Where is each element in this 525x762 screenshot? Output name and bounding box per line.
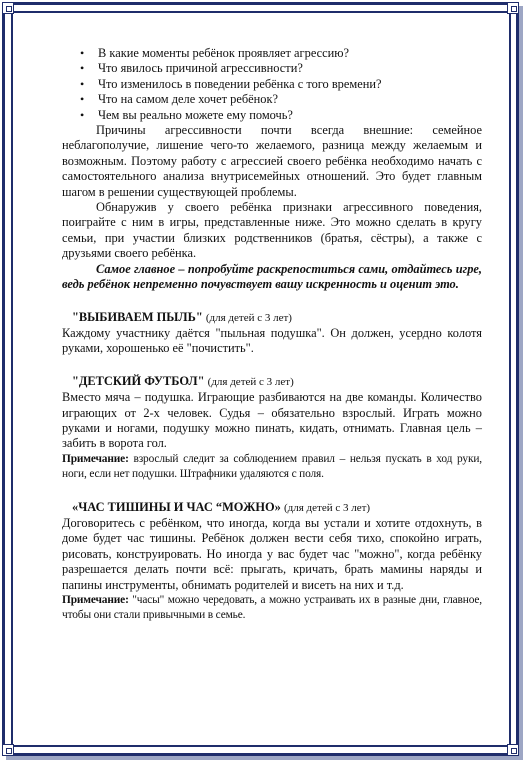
document-body [62,46,482,624]
note-text: взрослый следит за соблюдением правил – нельзя пускать в ход руки, ноги, если нет подушки. Штрафники удаляются с поля. [62,452,482,481]
corner-ornament [2,744,14,756]
list-item [62,61,482,76]
game-title [72,500,482,516]
bullet-icon: • [80,92,85,107]
game-name: "ВЫБИВАЕМ ПЫЛЬ" [72,309,203,324]
frame-shadow-right [519,6,523,758]
question-text: В какие моменты ребёнок проявляет агрессию? [98,46,350,60]
game-description: Договоритесь с ребёнком, что иногда, когда вы устали и хотите отдохнуть, в доме будет час тишины. Ребёнок должен вести себя тихо, спокойно играть, рисовать, конструировать. Но иногда у вас будет час "можно", когда ребёнку разрешается делать почти всё: прыгать, кричать, брать мамины наряды и папины инструменты, обнимать родителей и висеть на них и т.д. [62,515,482,592]
emphasis-paragraph: Самое главное – попробуйте раскрепоститься сами, отдайтесь игре, ведь ребёнок непременно почувствует вашу искренность и оценит это. [62,261,482,292]
game-name: «ЧАС ТИШИНЫ И ЧАС “МОЖНО» [72,499,281,514]
corner-ornament [507,2,519,14]
game-name: "ДЕТСКИЙ ФУТБОЛ" [72,373,205,388]
list-item [62,92,482,107]
game-description: Каждому участнику даётся "пыльная подушка". Он должен, усердно колотя руками, хорошенько её "почистить". [62,325,482,356]
note-label: Примечание: [62,452,129,465]
game-note [62,452,482,483]
game-age: (для детей с 3 лет) [207,375,294,388]
question-text: Чем вы реально можете ему помочь? [98,107,293,122]
game-section [62,500,482,624]
bullet-icon: • [80,107,85,122]
question-text: Что явилось причиной агрессивности? [98,61,303,76]
game-title [72,310,482,326]
bullet-icon: • [80,46,85,60]
game-section [62,374,482,483]
question-list [62,46,482,123]
game-age: (для детей с 3 лет) [283,501,371,514]
paragraph-causes: Причины агрессивности почти всегда внешние: семейное неблагополучие, лишение чего-то желаемого, разница между желаемым и возможным. Поэтому работу с агрессией своего ребёнка необходимо начать с самостоятельного анализа внутрисемейных отношений. Это будет главным шагом в решении существующей проблемы. [62,123,482,199]
list-item [62,46,482,61]
game-title [72,374,482,390]
question-text: Что изменилось в поведении ребёнка с того времени? [98,76,382,91]
game-note [62,593,482,624]
bullet-icon: • [80,76,85,91]
question-text: Что на самом деле хочет ребёнок? [98,92,278,107]
corner-ornament [507,744,519,756]
frame-shadow-bottom [6,756,523,760]
game-section [62,310,482,357]
corner-ornament [2,2,14,14]
game-age: (для детей с 3 лет) [205,311,292,324]
note-label: Примечание: [62,594,129,606]
paragraph-games-intro: Обнаружив у своего ребёнка признаки агрессивного поведения, поиграйте с ним в игры, представленные ниже. Это можно сделать в кругу семьи, при участии близких родственников (братья, сёстры), а также с друзьями своего ребёнка. [62,200,482,261]
bullet-icon: • [80,61,85,76]
list-item [62,108,482,123]
note-text: "часы" можно чередовать, а можно устраивать их в разные дни, главное, чтобы они стали привычными в семье. [62,594,482,622]
list-item [62,77,482,92]
game-description: Вместо мяча – подушка. Играющие разбиваются на две команды. Количество играющих от 2-х человек. Судья – обязательно взрослый. Играть можно руками и ногами, подушку можно пинать, кидать, отнимать. Главная цель – забить в ворота гол. [62,390,482,451]
